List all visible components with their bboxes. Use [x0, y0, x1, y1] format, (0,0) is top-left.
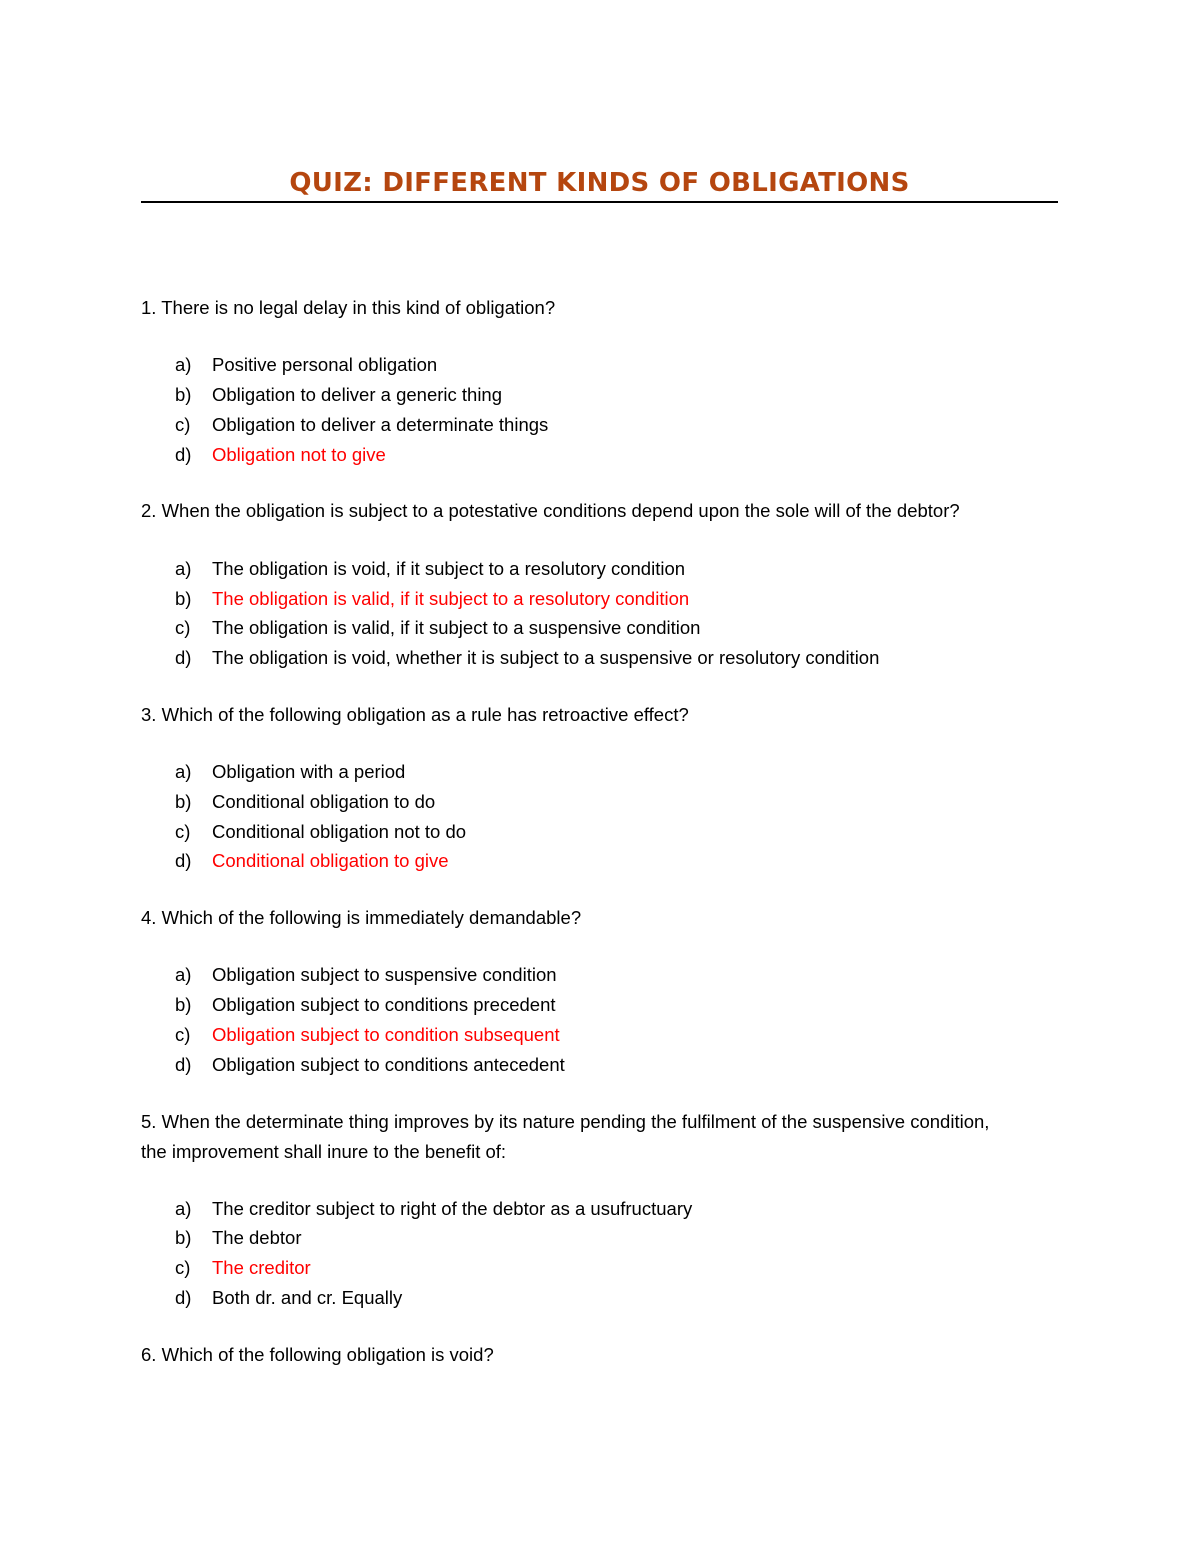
- question-4-option-c: [175, 1020, 1055, 1050]
- question-3: 3. Which of the following obligation as a rule has retroactive effect?: [141, 704, 689, 725]
- question-1-option-c: [175, 410, 1055, 440]
- option-text: Obligation subject to conditions precedent: [212, 994, 556, 1015]
- option-letter: c): [175, 414, 191, 435]
- question-2-option-d: [175, 643, 1055, 673]
- option-text: Obligation with a period: [212, 761, 406, 782]
- option-text: The debtor: [212, 1227, 302, 1248]
- question-1-option-d: [175, 440, 1055, 470]
- option-letter: d): [175, 850, 192, 871]
- correct-answer-text: Obligation subject to condition subsequent: [212, 1024, 560, 1045]
- option-letter: c): [175, 1024, 191, 1045]
- question-5: 5. When the determinate thing improves by its nature pending the fulfilment of the suspensive condition, the improvement shall inure to the benefit of:: [141, 1111, 990, 1162]
- question-3-option-c: [175, 817, 1055, 847]
- option-letter: b): [175, 994, 192, 1015]
- question-4-option-b: [175, 990, 1055, 1020]
- question-1: 1. There is no legal delay in this kind of obligation?: [141, 297, 556, 318]
- question-2-option-a: [175, 554, 1055, 584]
- correct-answer-text: Conditional obligation to give: [212, 850, 449, 871]
- correct-answer-text: The obligation is valid, if it subject to a resolutory condition: [212, 588, 690, 609]
- option-letter: a): [175, 558, 192, 579]
- option-text: Obligation to deliver a generic thing: [212, 384, 503, 405]
- option-text: Positive personal obligation: [212, 354, 438, 375]
- option-letter: b): [175, 791, 192, 812]
- option-text: Conditional obligation not to do: [212, 821, 467, 842]
- option-letter: b): [175, 1227, 192, 1248]
- option-text: Obligation subject to suspensive condition: [212, 964, 557, 985]
- question-2: 2. When the obligation is subject to a potestative conditions depend upon the sole will of the debtor?: [141, 500, 960, 521]
- question-5-option-c: [175, 1253, 1055, 1283]
- option-text: The obligation is valid, if it subject to a suspensive condition: [212, 617, 701, 638]
- option-letter: a): [175, 1198, 192, 1219]
- question-2-option-b: [175, 584, 1055, 614]
- option-letter: c): [175, 617, 191, 638]
- title-underline: [141, 201, 1058, 203]
- option-letter: a): [175, 354, 192, 375]
- question-4-option-a: [175, 960, 1055, 990]
- correct-answer-text: The creditor: [212, 1257, 311, 1278]
- option-letter: b): [175, 588, 192, 609]
- correct-answer-text: Obligation not to give: [212, 444, 386, 465]
- option-letter: d): [175, 1287, 192, 1308]
- question-4: 4. Which of the following is immediately demandable?: [141, 907, 582, 928]
- question-3-option-a: [175, 757, 1055, 787]
- question-5-option-d: [175, 1283, 1055, 1313]
- option-text: Obligation to deliver a determinate things: [212, 414, 549, 435]
- option-letter: d): [175, 444, 192, 465]
- option-letter: d): [175, 1054, 192, 1075]
- question-1-option-b: [175, 380, 1055, 410]
- option-text: The creditor subject to right of the debtor as a usufructuary: [212, 1198, 693, 1219]
- page-title: QUIZ: DIFFERENT KINDS OF OBLIGATIONS: [289, 168, 910, 198]
- question-3-option-d: [175, 846, 1055, 876]
- question-2-option-c: [175, 613, 1055, 643]
- question-3-option-b: [175, 787, 1055, 817]
- question-5-option-a: [175, 1194, 1055, 1224]
- option-letter: b): [175, 384, 192, 405]
- question-1-option-a: [175, 350, 1055, 380]
- option-letter: d): [175, 647, 192, 668]
- question-5-option-b: [175, 1223, 1055, 1253]
- option-letter: a): [175, 761, 192, 782]
- option-text: Obligation subject to conditions antecedent: [212, 1054, 565, 1075]
- option-text: The obligation is void, whether it is subject to a suspensive or resolutory condition: [212, 647, 880, 668]
- option-text: Both dr. and cr. Equally: [212, 1287, 403, 1308]
- option-letter: a): [175, 964, 192, 985]
- option-letter: c): [175, 821, 191, 842]
- option-text: The obligation is void, if it subject to a resolutory condition: [212, 558, 686, 579]
- question-4-option-d: [175, 1050, 1055, 1080]
- question-6: 6. Which of the following obligation is void?: [141, 1344, 494, 1365]
- option-letter: c): [175, 1257, 191, 1278]
- option-text: Conditional obligation to do: [212, 791, 436, 812]
